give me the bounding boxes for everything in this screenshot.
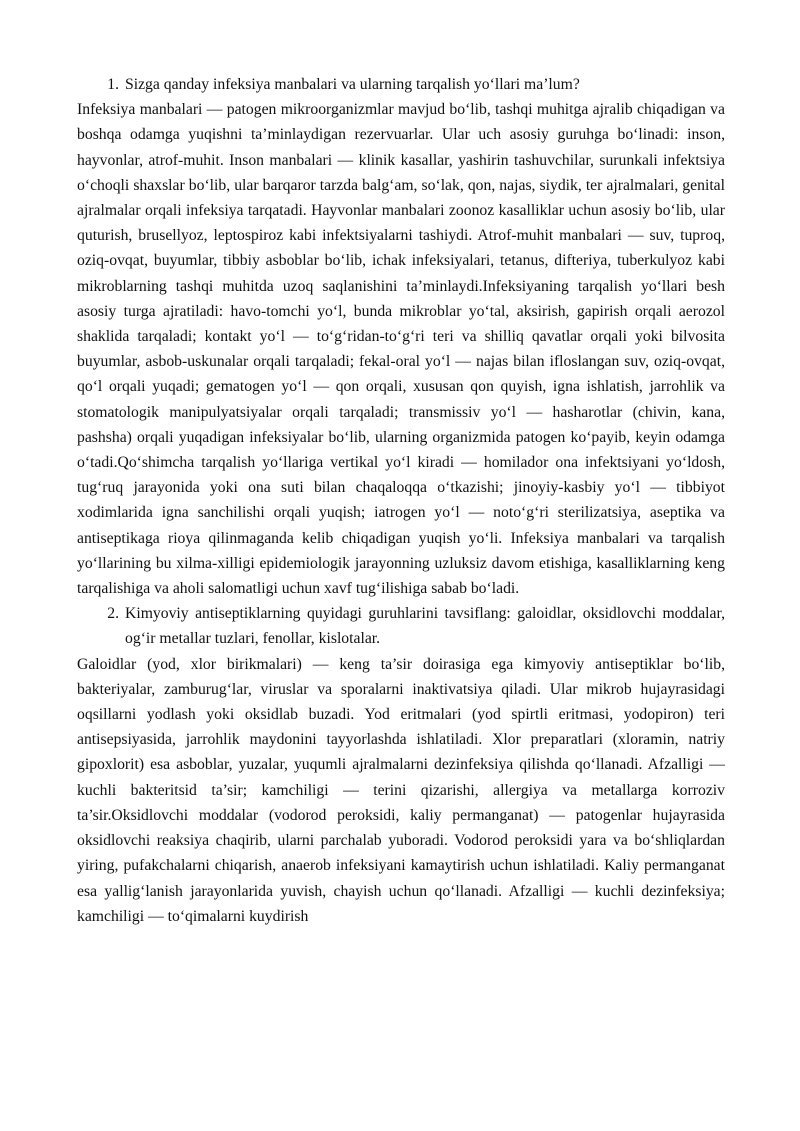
question-2 (77, 601, 725, 651)
answer-1: Infeksiya manbalari — patogen mikroorganizmlar mavjud bo‘lib, tashqi muhitga ajralib chiqadigan va boshqa odamga yuqishni ta’minlaydigan rezervuarlar. Ular uch asosiy guruhga bo‘linadi: inson, hayvonlar, atrof-muhit. Inson manbalari — klinik kasallar, yashirin tashuvchilar, surunkali infektsiya o‘choqli shaxslar bo‘lib, ular barqaror tarzda balg‘am, so‘lak, qon, najas, siydik, ter ajralmalari, genital ajralmalar orqali infeksiya tarqatadi. Hayvonlar manbalari zoonoz kasalliklar uchun asosiy bo‘lib, ular quturish, brusellyoz, leptospiroz kabi infektsiyalarni tashiydi. Atrof-muhit manbalari — suv, tuproq, oziq-ovqat, buyumlar, tibbiy asboblar bo‘lib, ichak infeksiyalari, tetanus, difteriya, tuberkulyoz kabi mikroblarning tashqi muhitda uzoq saqlanishini ta’minlaydi.Infeksiyaning tarqalish yo‘llari besh asosiy turga ajratiladi: havo-tomchi yo‘l, bunda mikroblar yo‘tal, aksirish, gapirish orqali aerozol shaklida tarqaladi; kontakt yo‘l — to‘g‘ridan-to‘g‘ri teri va shilliq qavatlar orqali yoki bilvosita buyumlar, asbob-uskunalar orqali tarqaladi; fekal-oral yo‘l — najas bilan ifloslangan suv, oziq-ovqat, qo‘l orqali yuqadi; gematogen yo‘l — qon orqali, xususan qon quyish, igna ishlatish, jarrohlik va stomatologik manipulyatsiyalar orqali tarqaladi; transmissiv yo‘l — hasharotlar (chivin, kana, pashsha) orqali yuqadigan infeksiyalar bo‘lib, ularning organizmida patogen ko‘payib, keyin odamga o‘tadi.Qo‘shimcha tarqalish yo‘llariga vertikal yo‘l kiradi — homilador ona infektsiyani yo‘ldosh, tug‘ruq jarayonida yoki ona suti bilan chaqaloqqa o‘tkazishi; jinoyiy-kasbiy yo‘l — tibbiyot xodimlarida igna sanchilishi orqali yuqish; iatrogen yo‘l — noto‘g‘ri sterilizatsiya, aseptika va antiseptikaga rioya qilinmaganda kelib chiqadigan yuqish yo‘li. Infeksiya manbalari va tarqalish yo‘llarining bu xilma-xilligi epidemiologik jarayonning uzluksiz davom etishiga, kasalliklarning keng tarqalishiga va aholi salomatligi uchun xavf tug‘ilishiga sabab bo‘ladi. (77, 101, 725, 598)
document-page (77, 72, 725, 929)
question-text: Kimyoviy antiseptiklarning quyidagi guruhlarini tavsiflang: galoidlar, oksidlovchi moddalar, og‘ir metallar tuzlari, fenollar, kislotalar. (125, 605, 725, 648)
question-number: 2. (107, 605, 119, 623)
question-1 (77, 72, 725, 97)
answer-2: Galoidlar (yod, xlor birikmalari) — keng ta’sir doirasiga ega kimyoviy antiseptiklar bo‘lib, bakteriyalar, zamburug‘lar, viruslar va sporalarni inaktivatsiya qiladi. Ular mikrob hujayrasidagi oqsillarni yodlash yoki oksidlab buzadi. Yod eritmalari (yod spirtli eritmasi, yodopiron) teri antisepsiyasida, jarrohlik maydonini tayyorlashda ishlatiladi. Xlor preparatlari (xloramin, natriy gipoxlorit) esa asboblar, yuzalar, yuqumli ajralmalarni dezinfeksiya qilishda qo‘llanadi. Afzalligi — kuchli bakteritsid ta’sir; kamchiligi — terini qizarishi, allergiya va metallarga korroziv ta’sir.Oksidlovchi moddalar (vodorod peroksidi, kaliy permanganat) — patogenlar hujayrasida oksidlovchi reaksiya chaqirib, ularni parchalab yuboradi. Vodorod peroksidi yara va bo‘shliqlardan yiring, pufakchalarni chiqarish, anaerob infeksiyani kamaytirish uchun ishlatiladi. Kaliy permanganat esa yallig‘lanish jarayonlarida yuvish, chayish uchun qo‘llanadi. Afzalligi — kuchli dezinfeksiya; kamchiligi — to‘qimalarni kuydirish (77, 655, 725, 925)
question-number: 1. (107, 76, 119, 93)
question-text: Sizga qanday infeksiya manbalari va ularning tarqalish yo‘llari ma’lum? (125, 76, 580, 93)
